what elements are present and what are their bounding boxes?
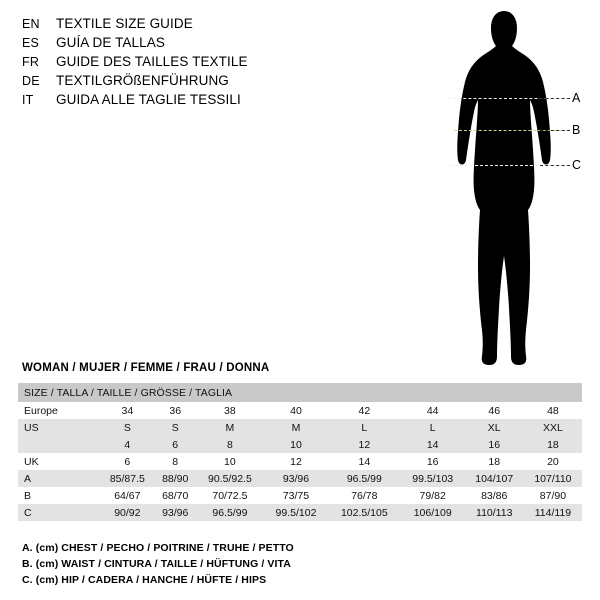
table-row bbox=[18, 436, 582, 453]
section-heading-woman: WOMAN / MUJER / FEMME / FRAU / DONNA bbox=[22, 362, 270, 374]
cell: 93/96 bbox=[264, 470, 328, 487]
cell: 93/96 bbox=[155, 504, 196, 521]
cell: 68/70 bbox=[155, 487, 196, 504]
row-label: Europe bbox=[18, 402, 100, 419]
table-row bbox=[18, 453, 582, 470]
language-code: ES bbox=[22, 36, 40, 50]
language-row bbox=[22, 71, 402, 90]
cell: 90/92 bbox=[100, 504, 155, 521]
cell: 88/90 bbox=[155, 470, 196, 487]
cell: 73/75 bbox=[264, 487, 328, 504]
cell: 106/109 bbox=[401, 504, 465, 521]
cell: 34 bbox=[100, 402, 155, 419]
cell: M bbox=[264, 419, 328, 436]
cell: L bbox=[328, 419, 401, 436]
cell: 40 bbox=[264, 402, 328, 419]
language-title: GUIDA ALLE TAGLIE TESSILI bbox=[56, 92, 241, 107]
cell: 79/82 bbox=[401, 487, 465, 504]
cell: 38 bbox=[196, 402, 264, 419]
cell: 12 bbox=[264, 453, 328, 470]
cell: 18 bbox=[465, 453, 524, 470]
cell: XXL bbox=[524, 419, 582, 436]
language-row bbox=[22, 90, 402, 109]
marker-label-a: A bbox=[572, 91, 581, 105]
waist-measure-pointer bbox=[540, 130, 570, 131]
language-code: FR bbox=[22, 55, 40, 69]
table-header-label: SIZE / TALLA / TAILLE / GRÖSSE / TAGLIA bbox=[24, 386, 233, 399]
language-row bbox=[22, 33, 402, 52]
cell: 4 bbox=[100, 436, 155, 453]
marker-label-c: C bbox=[572, 158, 582, 172]
cell: 76/78 bbox=[328, 487, 401, 504]
cell: 6 bbox=[155, 436, 196, 453]
row-label: A bbox=[18, 470, 100, 487]
cell: S bbox=[100, 419, 155, 436]
language-title: GUIDE DES TAILLES TEXTILE bbox=[56, 54, 248, 69]
cell: 10 bbox=[196, 453, 264, 470]
row-label: US bbox=[18, 419, 100, 436]
cell: 64/67 bbox=[100, 487, 155, 504]
cell: 8 bbox=[155, 453, 196, 470]
chest-measure-pointer bbox=[540, 98, 570, 99]
language-code: IT bbox=[22, 93, 34, 107]
cell: 96.5/99 bbox=[328, 470, 401, 487]
cell: 70/72.5 bbox=[196, 487, 264, 504]
language-code: EN bbox=[22, 17, 40, 31]
language-title: TEXTILGRÖßENFÜHRUNG bbox=[56, 73, 229, 88]
table-header-row bbox=[18, 383, 582, 402]
female-body-icon bbox=[430, 8, 590, 373]
cell: 85/87.5 bbox=[100, 470, 155, 487]
language-title-block bbox=[22, 14, 402, 109]
cell: 16 bbox=[465, 436, 524, 453]
cell: 14 bbox=[328, 453, 401, 470]
cell: 46 bbox=[465, 402, 524, 419]
cell: 20 bbox=[524, 453, 582, 470]
cell: 110/113 bbox=[465, 504, 524, 521]
cell: XL bbox=[465, 419, 524, 436]
cell: L bbox=[401, 419, 465, 436]
cell: 16 bbox=[401, 453, 465, 470]
marker-label-b: B bbox=[572, 123, 581, 137]
cell: 102.5/105 bbox=[328, 504, 401, 521]
cell: 96.5/99 bbox=[196, 504, 264, 521]
cell: M bbox=[196, 419, 264, 436]
table-row bbox=[18, 504, 582, 521]
table-row bbox=[18, 419, 582, 436]
cell: 90.5/92.5 bbox=[196, 470, 264, 487]
table-row bbox=[18, 402, 582, 419]
language-title: GUÍA DE TALLAS bbox=[56, 35, 165, 50]
cell: 14 bbox=[401, 436, 465, 453]
cell: 114/119 bbox=[524, 504, 582, 521]
cell: 36 bbox=[155, 402, 196, 419]
language-code: DE bbox=[22, 74, 40, 88]
cell: 42 bbox=[328, 402, 401, 419]
hip-measure-pointer bbox=[540, 165, 570, 166]
female-silhouette-figure bbox=[430, 8, 590, 373]
measurement-legend bbox=[22, 540, 522, 588]
cell: 8 bbox=[196, 436, 264, 453]
cell: 104/107 bbox=[465, 470, 524, 487]
cell: 99.5/103 bbox=[401, 470, 465, 487]
row-label: UK bbox=[18, 453, 100, 470]
cell: 44 bbox=[401, 402, 465, 419]
cell: 87/90 bbox=[524, 487, 582, 504]
language-row bbox=[22, 52, 402, 71]
legend-row-b: B. (cm) WAIST / CINTURA / TAILLE / HÜFTUNG / VITA bbox=[22, 558, 291, 570]
cell: 18 bbox=[524, 436, 582, 453]
cell: 48 bbox=[524, 402, 582, 419]
cell: 12 bbox=[328, 436, 401, 453]
cell: 107/110 bbox=[524, 470, 582, 487]
legend-row-a: A. (cm) CHEST / PECHO / POITRINE / TRUHE / PETTO bbox=[22, 542, 294, 554]
legend-row-c: C. (cm) HIP / CADERA / HANCHE / HÜFTE / HIPS bbox=[22, 574, 267, 586]
cell: 99.5/102 bbox=[264, 504, 328, 521]
row-label: C bbox=[18, 504, 100, 521]
cell: 6 bbox=[100, 453, 155, 470]
language-row bbox=[22, 14, 402, 33]
cell: S bbox=[155, 419, 196, 436]
cell: 10 bbox=[264, 436, 328, 453]
size-table bbox=[18, 383, 582, 521]
row-label bbox=[18, 436, 100, 453]
row-label: B bbox=[18, 487, 100, 504]
cell: 83/86 bbox=[465, 487, 524, 504]
table-row bbox=[18, 470, 582, 487]
language-title: TEXTILE SIZE GUIDE bbox=[56, 16, 193, 31]
table-row bbox=[18, 487, 582, 504]
